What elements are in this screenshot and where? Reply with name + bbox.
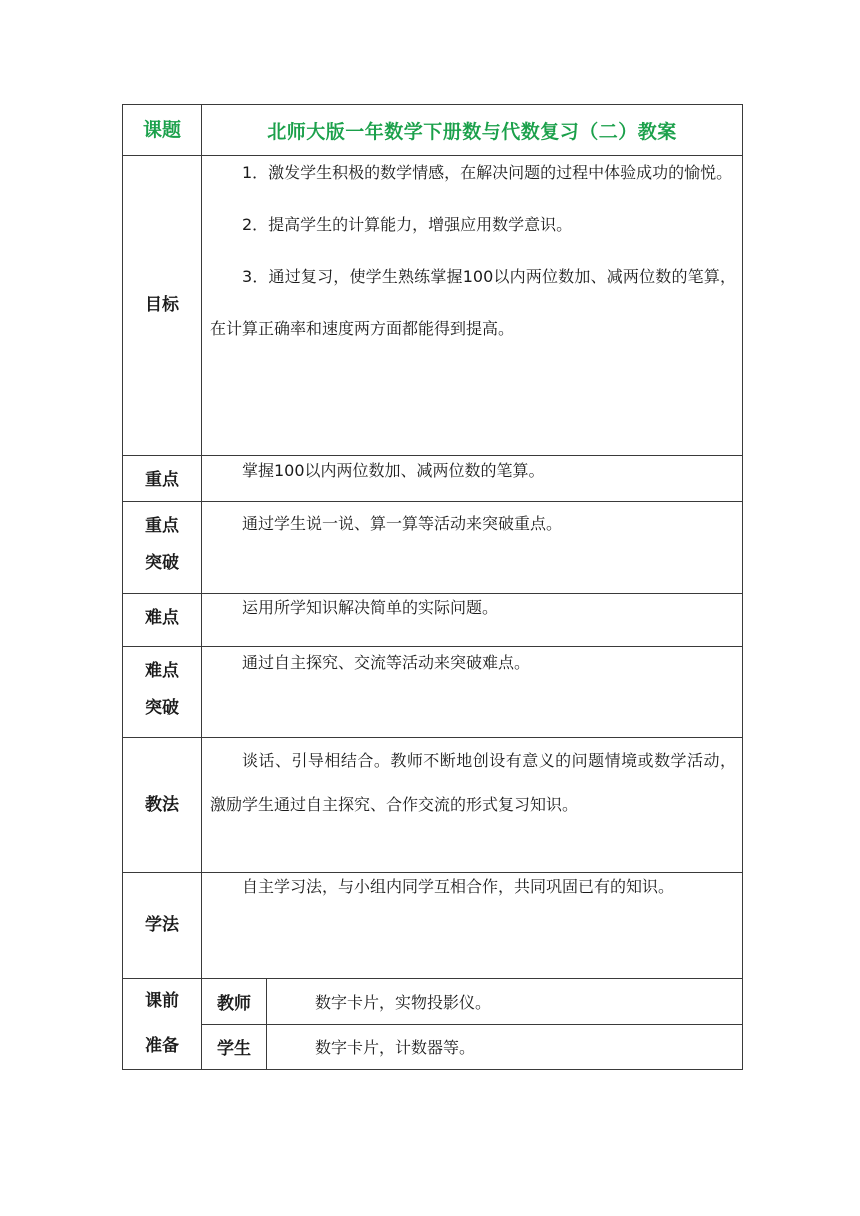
difficulty-breakthrough-label <box>123 647 202 738</box>
prep-student-row <box>123 1024 743 1070</box>
teaching-method-content <box>202 738 743 873</box>
difficulty-breakthrough-label-line2: 突破 <box>145 698 179 718</box>
difficulty-breakthrough-label-line1: 难点 <box>145 661 179 681</box>
difficulty-text: 运用所学知识解决简单的实际问题。 <box>242 598 499 617</box>
key-breakthrough-text: 通过学生说一说、算一算等活动来突破重点。 <box>242 514 563 533</box>
difficulty-row <box>123 594 743 647</box>
difficulty-breakthrough-text: 通过自主探究、交流等活动来突破难点。 <box>242 653 531 672</box>
key-breakthrough-label-line2: 突破 <box>145 553 179 573</box>
learning-method-content <box>202 873 743 979</box>
teaching-method-label: 教法 <box>123 738 202 873</box>
objectives-label: 目标 <box>123 156 202 456</box>
key-point-label: 重点 <box>123 456 202 502</box>
key-point-text: 掌握100以内两位数加、减两位数的笔算。 <box>242 461 545 480</box>
key-breakthrough-row <box>123 502 743 594</box>
key-breakthrough-label <box>123 502 202 594</box>
difficulty-label: 难点 <box>123 594 202 647</box>
preparation-label-line2: 准备 <box>145 1036 179 1056</box>
key-breakthrough-content <box>202 502 743 594</box>
objective-item-1: 1．激发学生积极的数学情感，在解决问题的过程中体验成功的愉悦。 <box>242 163 733 182</box>
preparation-label-line1: 课前 <box>145 991 179 1011</box>
teacher-prep-text: 数字卡片，实物投影仪。 <box>267 979 743 1025</box>
key-point-content <box>202 456 743 502</box>
teacher-label: 教师 <box>202 979 267 1025</box>
prep-teacher-row <box>123 979 743 1025</box>
teaching-method-row <box>123 738 743 873</box>
key-breakthrough-label-line1: 重点 <box>145 516 179 536</box>
teaching-method-text: 谈话、引导相结合。教师不断地创设有意义的问题情境或数学活动，激励学生通过自主探究、合作交流的形式复习知识。 <box>210 751 737 814</box>
learning-method-row <box>123 873 743 979</box>
objectives-row <box>123 156 743 456</box>
difficulty-breakthrough-row <box>123 647 743 738</box>
preparation-label <box>123 979 202 1070</box>
student-prep-text: 数字卡片，计数器等。 <box>267 1024 743 1070</box>
objectives-content <box>202 156 743 456</box>
lesson-plan-table <box>122 104 743 1070</box>
difficulty-content <box>202 594 743 647</box>
key-point-row <box>123 456 743 502</box>
student-label: 学生 <box>202 1024 267 1070</box>
page-title: 北师大版一年数学下册数与代数复习（二）教案 <box>202 105 743 156</box>
learning-method-text: 自主学习法，与小组内同学互相合作，共同巩固已有的知识。 <box>242 877 675 896</box>
learning-method-label: 学法 <box>123 873 202 979</box>
difficulty-breakthrough-content <box>202 647 743 738</box>
objective-item-2: 2．提高学生的计算能力，增强应用数学意识。 <box>242 215 573 234</box>
objective-item-3: 3．通过复习，使学生熟练掌握100以内两位数加、减两位数的笔算，在计算正确率和速度两方面都能得到提高。 <box>210 267 737 338</box>
title-label: 课题 <box>123 105 202 156</box>
